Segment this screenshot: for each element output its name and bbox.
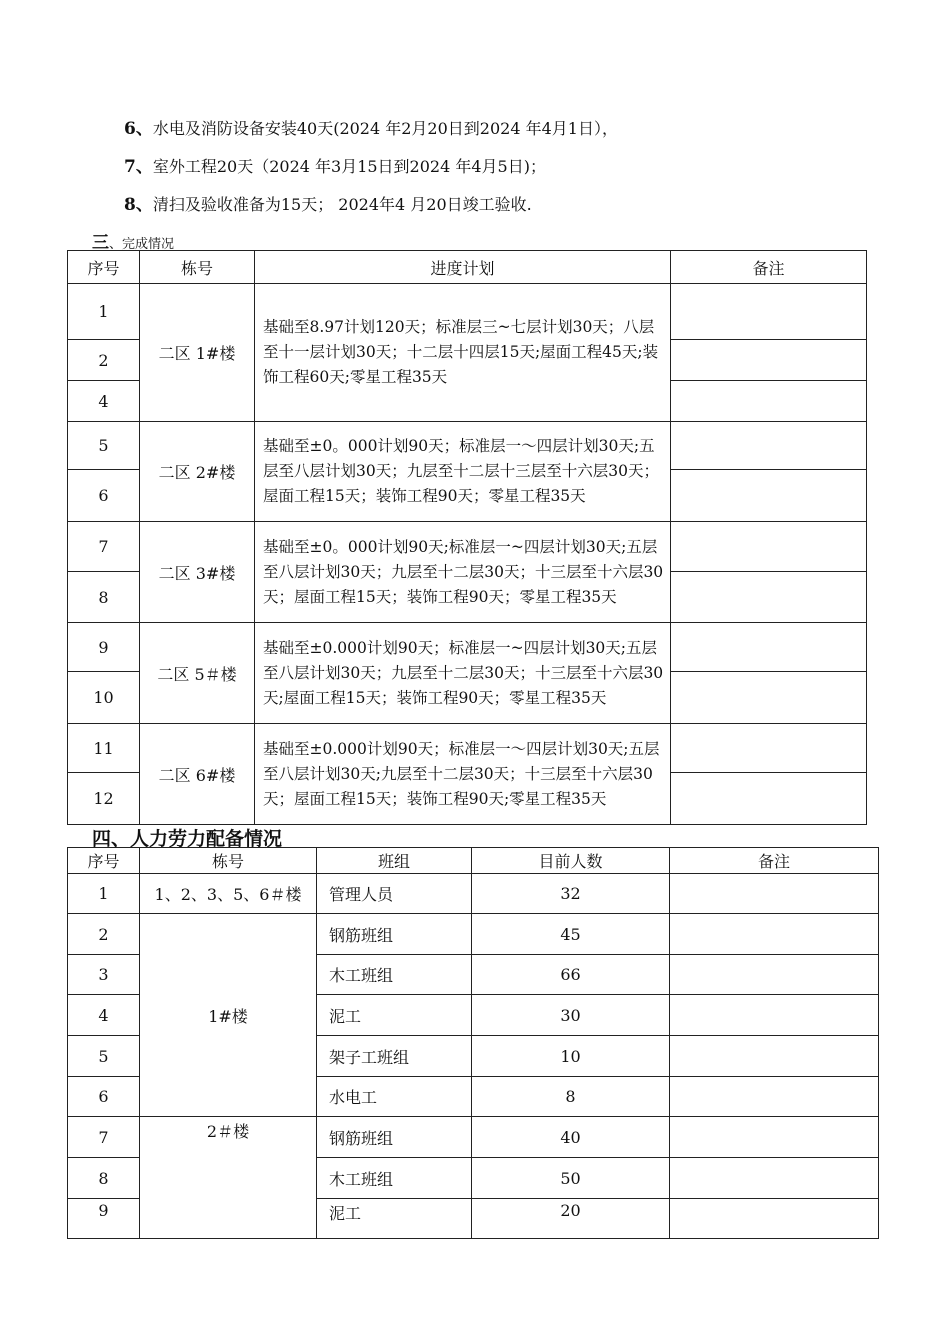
- row-seq: 5: [68, 1036, 140, 1077]
- remark-cell: [671, 572, 867, 623]
- count-cell: 50: [472, 1158, 670, 1199]
- header-count: 目前人数: [472, 848, 670, 874]
- plan-cell: 基础至±0.000计划90天；标准层一~四层计划30天;五层至八层计划30天；九层至十二层30天；十三层至十六层30天;屋面工程15天；装饰工程90天；零星工程35天: [255, 623, 671, 724]
- header-team: 班组: [317, 848, 472, 874]
- remark-cell: [670, 1117, 879, 1158]
- header-seq: 序号: [68, 251, 140, 284]
- team-cell: 泥工: [317, 995, 472, 1036]
- building-cell: 二区 1#楼: [140, 284, 255, 422]
- row-seq: 12: [68, 773, 140, 825]
- row-seq: 2: [68, 340, 140, 381]
- row-seq: 9: [68, 1199, 140, 1239]
- row-seq: 11: [68, 724, 140, 773]
- row-seq: 1: [68, 284, 140, 340]
- item-number: 7、: [124, 157, 153, 177]
- header-remark: 备注: [671, 251, 867, 284]
- item-number: 6、: [124, 119, 153, 139]
- row-seq: 6: [68, 470, 140, 522]
- table-row: [68, 522, 867, 572]
- row-seq: 8: [68, 1158, 140, 1199]
- count-cell: 32: [472, 874, 670, 914]
- remark-cell: [670, 874, 879, 914]
- count-cell: 8: [472, 1077, 670, 1117]
- count-cell: 10: [472, 1036, 670, 1077]
- row-seq: 6: [68, 1077, 140, 1117]
- team-cell: 管理人员: [317, 874, 472, 914]
- labor-table: [67, 847, 879, 1239]
- team-cell: 木工班组: [317, 1158, 472, 1199]
- item-text: 水电及消防设备安装40天(2024 年2月20日到2024 年4月1日），: [152, 119, 618, 138]
- section-3-number: 三: [92, 233, 109, 253]
- remark-cell: [671, 381, 867, 422]
- building-cell: 二区 5＃楼: [140, 623, 255, 724]
- team-cell: 钢筋班组: [317, 914, 472, 955]
- table-header-row: [68, 251, 867, 284]
- table-header-row: [68, 848, 879, 874]
- table-row: [68, 724, 867, 773]
- table-row: [68, 284, 867, 340]
- remark-cell: [671, 522, 867, 572]
- remark-cell: [671, 284, 867, 340]
- remark-cell: [670, 955, 879, 995]
- remark-cell: [671, 724, 867, 773]
- header-building: 栋号: [140, 251, 255, 284]
- row-seq: 10: [68, 672, 140, 724]
- remark-cell: [671, 623, 867, 672]
- remark-cell: [671, 672, 867, 724]
- count-cell: 20: [472, 1199, 670, 1239]
- table-row: [68, 874, 879, 914]
- row-seq: 7: [68, 522, 140, 572]
- remark-cell: [671, 340, 867, 381]
- table-row: [68, 422, 867, 470]
- header-building: 栋号: [140, 848, 317, 874]
- remark-cell: [671, 773, 867, 825]
- remark-cell: [671, 422, 867, 470]
- building-cell: 1#楼: [140, 914, 317, 1117]
- item-7: [124, 152, 546, 177]
- header-remark: 备注: [670, 848, 879, 874]
- row-seq: 4: [68, 381, 140, 422]
- plan-cell: 基础至±0.000计划90天；标准层一～四层计划30天;五层至八层计划30天;九层至十二层30天；十三层至十六层30天；屋面工程15天；装饰工程90天;零星工程35天: [255, 724, 671, 825]
- team-cell: 水电工: [317, 1077, 472, 1117]
- plan-cell: 基础至8.97计划120天；标准层三~七层计划30天；八层至十一层计划30天；十二层十四层15天;屋面工程45天;装饰工程60天;零星工程35天: [255, 284, 671, 422]
- row-seq: 3: [68, 955, 140, 995]
- building-cell: 1、2、3、5、6＃楼: [140, 874, 317, 914]
- item-8: [124, 190, 532, 215]
- item-6: [124, 114, 618, 139]
- building-cell: 二区 3#楼: [140, 522, 255, 623]
- team-cell: 钢筋班组: [317, 1117, 472, 1158]
- row-seq: 8: [68, 572, 140, 623]
- item-text: 室外工程20天（2024 年3月15日到2024 年4月5日)；: [152, 157, 546, 176]
- row-seq: 4: [68, 995, 140, 1036]
- remark-cell: [670, 1077, 879, 1117]
- item-number: 8、: [124, 195, 153, 215]
- remark-cell: [670, 1036, 879, 1077]
- row-seq: 7: [68, 1117, 140, 1158]
- building-cell: 2＃楼: [140, 1117, 317, 1239]
- team-cell: 泥工: [317, 1199, 472, 1239]
- progress-table: [67, 250, 867, 825]
- row-seq: 2: [68, 914, 140, 955]
- remark-cell: [670, 1158, 879, 1199]
- building-cell: 二区 2#楼: [140, 422, 255, 522]
- row-seq: 5: [68, 422, 140, 470]
- count-cell: 40: [472, 1117, 670, 1158]
- plan-cell: 基础至±0。000计划90天;标准层一~四层计划30天;五层至八层计划30天；九层至十二层30天；十三层至十六层30天；屋面工程15天；装饰工程90天；零星工程35天: [255, 522, 671, 623]
- row-seq: 9: [68, 623, 140, 672]
- table-row: [68, 1117, 879, 1158]
- team-cell: 架子工班组: [317, 1036, 472, 1077]
- building-cell: 二区 6#楼: [140, 724, 255, 825]
- header-seq: 序号: [68, 848, 140, 874]
- section-3-title: 、完成情况: [109, 237, 175, 252]
- remark-cell: [671, 470, 867, 522]
- row-seq: 1: [68, 874, 140, 914]
- table-row: [68, 914, 879, 955]
- remark-cell: [670, 995, 879, 1036]
- count-cell: 30: [472, 995, 670, 1036]
- remark-cell: [670, 1199, 879, 1239]
- section-4-heading: 四、人力劳力配备情况: [92, 828, 283, 850]
- team-cell: 木工班组: [317, 955, 472, 995]
- table-row: [68, 623, 867, 672]
- count-cell: 66: [472, 955, 670, 995]
- plan-cell: 基础至±0。000计划90天；标准层一～四层计划30天;五层至八层计划30天；九层至十二层十三层至十六层30天；屋面工程15天；装饰工程90天；零星工程35天: [255, 422, 671, 522]
- remark-cell: [670, 914, 879, 955]
- count-cell: 45: [472, 914, 670, 955]
- header-plan: 进度计划: [255, 251, 671, 284]
- item-text: 清扫及验收准备为15天； 2024年4 月20日竣工验收.: [152, 195, 532, 214]
